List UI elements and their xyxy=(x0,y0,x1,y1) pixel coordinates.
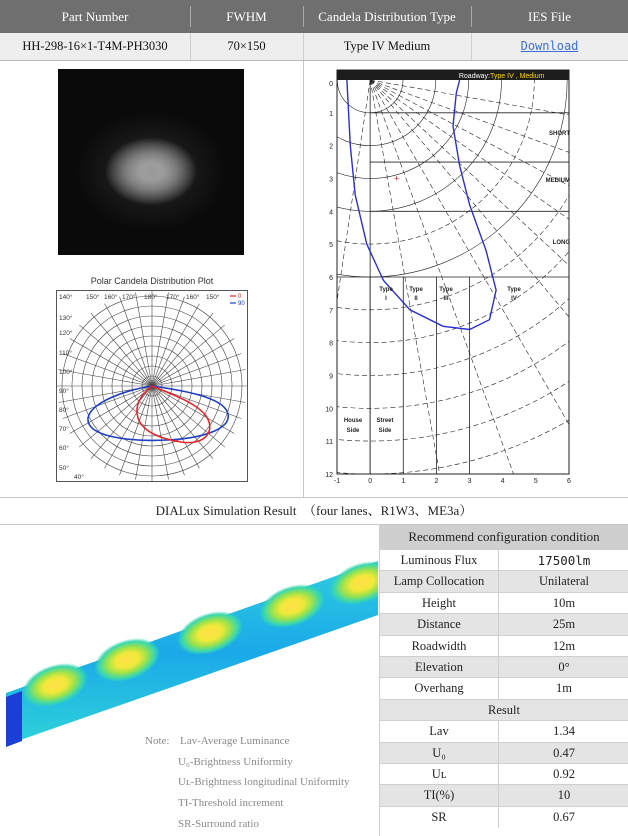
y-tick-label: 0 xyxy=(329,81,333,88)
config-header: Recommend configuration condition xyxy=(408,529,600,544)
config-value: 0° xyxy=(498,657,628,678)
y-tick-label: 6 xyxy=(329,275,333,282)
header-part-number: Part Number xyxy=(61,9,129,24)
y-tick-label: 9 xyxy=(329,373,333,381)
range-label-long: LONG xyxy=(552,240,570,246)
beam-glow xyxy=(58,69,244,255)
cell-divider xyxy=(471,33,472,60)
result-label: Uʟ xyxy=(431,767,447,781)
panel-divider xyxy=(303,61,304,498)
y-tick-label: 3 xyxy=(329,176,333,184)
config-label: Luminous Flux xyxy=(400,553,478,567)
x-tick-label: -1 xyxy=(333,478,341,485)
config-value: 1m xyxy=(498,678,628,699)
config-row xyxy=(380,592,628,614)
note-line: U₀-Brightness Uniformity xyxy=(178,756,293,768)
type-label: Type xyxy=(409,287,423,293)
result-label: Lav xyxy=(429,724,449,739)
polar-angle-label: 70° xyxy=(59,426,69,433)
polar-angle-label: 60° xyxy=(59,445,69,452)
config-value: 25m xyxy=(498,614,628,635)
result-row xyxy=(380,720,628,742)
y-tick-label: 2 xyxy=(329,143,333,151)
max-candela-marker: + xyxy=(394,173,400,184)
config-value: 10m xyxy=(498,593,628,614)
part-number-value: HH-298-16×1-T4M-PH3030 xyxy=(22,39,168,53)
x-tick-label: 4 xyxy=(500,478,505,485)
x-tick-label: 1 xyxy=(401,478,406,485)
spec-table-row xyxy=(0,33,628,61)
config-value: 12m xyxy=(498,636,628,657)
config-row xyxy=(380,677,628,699)
cell-divider xyxy=(303,33,304,60)
result-row xyxy=(380,742,628,764)
polar-angle-label: 120° xyxy=(59,330,73,337)
config-table xyxy=(379,525,628,836)
y-tick-label: 1 xyxy=(329,110,333,118)
range-label-medium: MEDIUM xyxy=(545,178,570,184)
dialux-title: DIALux Simulation Result （four lanes、R1W3、ME3a） xyxy=(155,503,473,518)
result-value: 10 xyxy=(498,785,628,806)
result-header: Result xyxy=(488,702,520,717)
config-label: Elevation xyxy=(380,657,498,678)
y-tick-label: 7 xyxy=(329,307,333,315)
legend-label-0: 0 xyxy=(238,294,242,300)
polar-angle-label: 80° xyxy=(59,407,69,414)
result-value: 0.47 xyxy=(498,743,628,764)
result-value: 0.67 xyxy=(498,807,628,828)
result-value: 0.92 xyxy=(498,764,628,785)
polar-plot xyxy=(56,290,248,482)
header-ies-file: IES File xyxy=(528,9,571,24)
x-tick-label: 6 xyxy=(567,478,571,485)
config-row xyxy=(380,549,628,571)
type-label: Type xyxy=(439,287,453,293)
type-label: Type xyxy=(507,287,521,293)
config-row xyxy=(380,613,628,635)
polar-angle-label: 100° xyxy=(59,369,73,376)
polar-angle-label: 160° xyxy=(186,294,200,301)
polar-plot-title: Polar Candela Distribution Plot xyxy=(90,276,214,286)
header-divider xyxy=(303,6,304,27)
result-label: U₀ xyxy=(380,743,498,764)
x-tick-label: 3 xyxy=(467,478,472,485)
x-tick-label: 2 xyxy=(434,478,439,485)
type-label: Type xyxy=(379,287,393,293)
polar-angle-label: 150° xyxy=(206,294,220,301)
polar-angle-label: 130° xyxy=(59,315,73,322)
type-label: I xyxy=(385,296,387,302)
config-label: Lamp Collocation xyxy=(380,571,498,592)
side-label-street: Street xyxy=(376,418,394,424)
fwhm-value: 70×150 xyxy=(227,39,266,53)
y-tick-label: 8 xyxy=(329,340,333,348)
type-label: III xyxy=(443,296,449,302)
config-row xyxy=(380,656,628,678)
note-line: TI-Threshold increment xyxy=(178,797,284,809)
y-tick-label: 4 xyxy=(329,209,333,217)
result-row xyxy=(380,806,628,828)
config-header-row xyxy=(380,525,628,549)
y-tick-label: 10 xyxy=(325,406,333,414)
y-tick-label: 5 xyxy=(329,242,333,250)
config-value: 17500lm xyxy=(498,550,628,571)
result-label: TI(%) xyxy=(380,785,498,806)
roadway-title-type: Type IV , Medium xyxy=(490,73,545,80)
cell-divider xyxy=(190,33,191,60)
config-row xyxy=(380,570,628,592)
type-label: IV xyxy=(511,296,517,302)
note-prefix: Note: xyxy=(145,735,170,747)
result-label: SR xyxy=(431,809,447,824)
roadway-plot xyxy=(318,68,572,488)
legend-label-90: 90 xyxy=(238,301,245,307)
roadway-plot-frame xyxy=(337,70,569,474)
header-divider xyxy=(471,6,472,27)
dialux-road-render xyxy=(0,525,378,750)
x-tick-label: 5 xyxy=(533,478,538,485)
polar-angle-label: 140° xyxy=(59,294,73,301)
road-edge-shade xyxy=(6,691,22,747)
header-fwhm: FWHM xyxy=(226,9,267,24)
polar-angle-label: 150° xyxy=(86,294,100,301)
ies-download-link[interactable]: Download xyxy=(520,39,579,53)
result-row xyxy=(380,763,628,785)
result-row xyxy=(380,784,628,806)
polar-angle-label: 160° xyxy=(104,294,118,301)
config-label: Height xyxy=(421,595,457,610)
x-tick-label: 0 xyxy=(368,478,373,485)
polar-angle-label: 180° xyxy=(144,294,158,301)
y-tick-label: 11 xyxy=(325,439,333,447)
polar-angle-label: 110° xyxy=(59,350,72,357)
beam-spot-image xyxy=(58,69,244,255)
range-label-short: SHORT xyxy=(549,131,570,137)
config-label: Distance xyxy=(380,614,498,635)
spec-table-header xyxy=(0,0,628,33)
polar-angle-label: 50° xyxy=(59,465,69,472)
type-label: II xyxy=(414,296,418,302)
result-header-row xyxy=(380,699,628,721)
config-row xyxy=(380,635,628,657)
note-line: Uʟ-Brightness longitudinal Uniformity xyxy=(178,776,350,788)
road-band xyxy=(6,553,378,747)
polar-angle-label: 170° xyxy=(122,294,136,301)
polar-angle-label: 170° xyxy=(166,294,180,301)
note-line: SR-Surround ratio xyxy=(178,818,259,830)
y-tick-label: 12 xyxy=(325,472,333,479)
config-value: Unilateral xyxy=(498,571,628,592)
distribution-type-value: Type IV Medium xyxy=(343,39,431,53)
side-label-house: House xyxy=(343,418,363,424)
polar-angle-label: 90° xyxy=(59,388,69,395)
config-label: Overhang xyxy=(414,681,464,696)
header-divider xyxy=(190,6,191,27)
note-line: Lav-Average Luminance xyxy=(180,735,290,747)
result-value: 1.34 xyxy=(498,721,628,742)
polar-angle-label: 40° xyxy=(74,474,84,481)
roadway-title-prefix: Roadway: xyxy=(458,73,490,80)
side-label-house: Side xyxy=(346,428,360,434)
config-label: Roadwidth xyxy=(411,638,467,653)
header-distribution-type: Candela Distribution Type xyxy=(318,9,456,24)
side-label-street: Side xyxy=(378,428,392,434)
ies-download-cell xyxy=(471,33,628,60)
